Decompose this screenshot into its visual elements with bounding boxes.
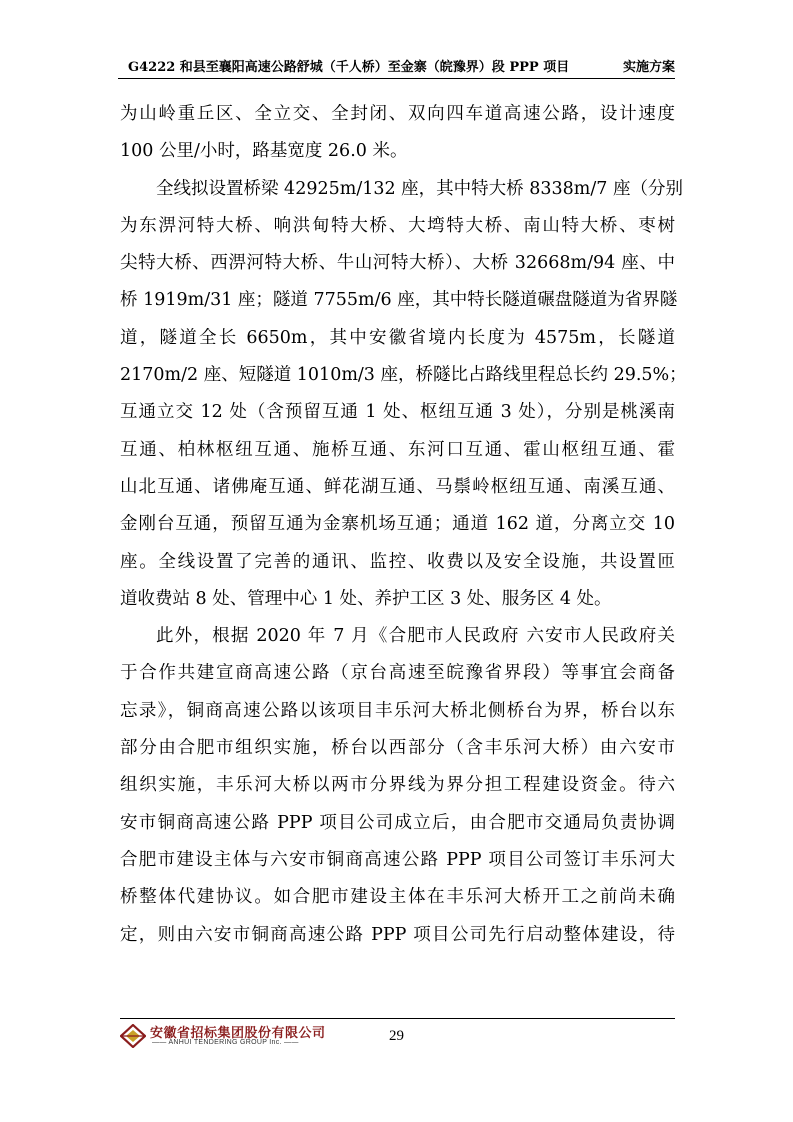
text-line: 金刚台互通，预留互通为金寨机场互通；通道 162 道，分离立交 10	[120, 514, 675, 535]
text-line: 定，则由六安市铜商高速公路 PPP 项目公司先行启动整体建设，待	[120, 924, 675, 945]
paragraph	[120, 171, 687, 619]
document-type: 实施方案	[622, 60, 675, 75]
text-line: 为山岭重丘区、全立交、全封闭、双向四车道高速公路，设计速度	[120, 104, 675, 124]
text-line: 桥整体代建协议。如合肥市建设主体在丰乐河大桥开工之前尚未确	[120, 887, 675, 908]
text-line: 部分由合肥市组织实施，桥台以西部分（含丰乐河大桥）由六安市	[120, 738, 675, 759]
text-line: 于合作共建宣商高速公路（京台高速至皖豫省界段）等事宜会商备	[120, 663, 675, 684]
document-title: G4222 和县至襄阳高速公路舒城（千人桥）至金寨（皖豫界）段 PPP 项目	[128, 60, 570, 75]
text-line: 组织实施，丰乐河大桥以两市分界线为界分担工程建设资金。待六	[120, 775, 675, 796]
text-line: 互通立交 12 处（含预留互通 1 处、枢纽互通 3 处），分别是桃溪南	[120, 402, 675, 423]
text-line: 忘录》，铜商高速公路以该项目丰乐河大桥北侧桥台为界，桥台以东	[120, 700, 675, 721]
text-line: 座。全线设置了完善的通讯、监控、收费以及安全设施，共设置匝	[120, 551, 675, 572]
text-line: 安市铜商高速公路 PPP 项目公司成立后，由合肥市交通局负责协调	[120, 812, 675, 833]
text-line: 山北互通、诸佛庵互通、鲜花湖互通、马鬃岭枢纽互通、南溪互通、	[120, 476, 675, 497]
text-line: 为东淠河特大桥、响洪甸特大桥、大塆特大桥、南山特大桥、枣树	[120, 215, 675, 236]
text-line: 桥 1919m/31 座；隧道 7755m/6 座，其中特长隧道碾盘隧道为省界隧	[120, 290, 678, 311]
text-line: 尖特大桥、西淠河特大桥、牛山河特大桥）、大桥 32668m/94 座、中	[120, 253, 675, 274]
text-line: 道收费站 8 处、管理中心 1 处、养护工区 3 处、服务区 4 处。	[120, 588, 612, 609]
text-line: 互通、柏林枢纽互通、施桥互通、东河口互通、霍山枢纽互通、霍	[120, 439, 675, 460]
paragraph	[120, 618, 675, 954]
text-line: 2170m/2 座、短隧道 1010m/3 座，桥隧比占路线里程总长约 29.5%；	[120, 365, 687, 386]
document-body	[120, 96, 687, 954]
paragraph	[120, 96, 675, 171]
page-header	[118, 52, 675, 79]
text-line: 道，隧道全长 6650m，其中安徽省境内长度为 4575m，长隧道	[120, 327, 675, 348]
page-number: 29	[389, 1028, 404, 1044]
text-line: 合肥市建设主体与六安市铜商高速公路 PPP 项目公司签订丰乐河大	[120, 849, 675, 870]
footer-divider	[120, 1018, 675, 1019]
text-line: 100 公里/小时，路基宽度 26.0 米。	[120, 141, 408, 162]
company-name-cn: 安徽省招标集团股份有限公司	[150, 1026, 326, 1041]
text-line: 此外，根据 2020 年 7 月《合肥市人民政府 六安市人民政府关	[156, 626, 675, 647]
text-line: 全线拟设置桥梁 42925m/132 座，其中特大桥 8338m/7 座（分别	[156, 178, 683, 199]
company-name-en: —— ANHUI TENDERING GROUP Inc. ——	[152, 1039, 299, 1046]
